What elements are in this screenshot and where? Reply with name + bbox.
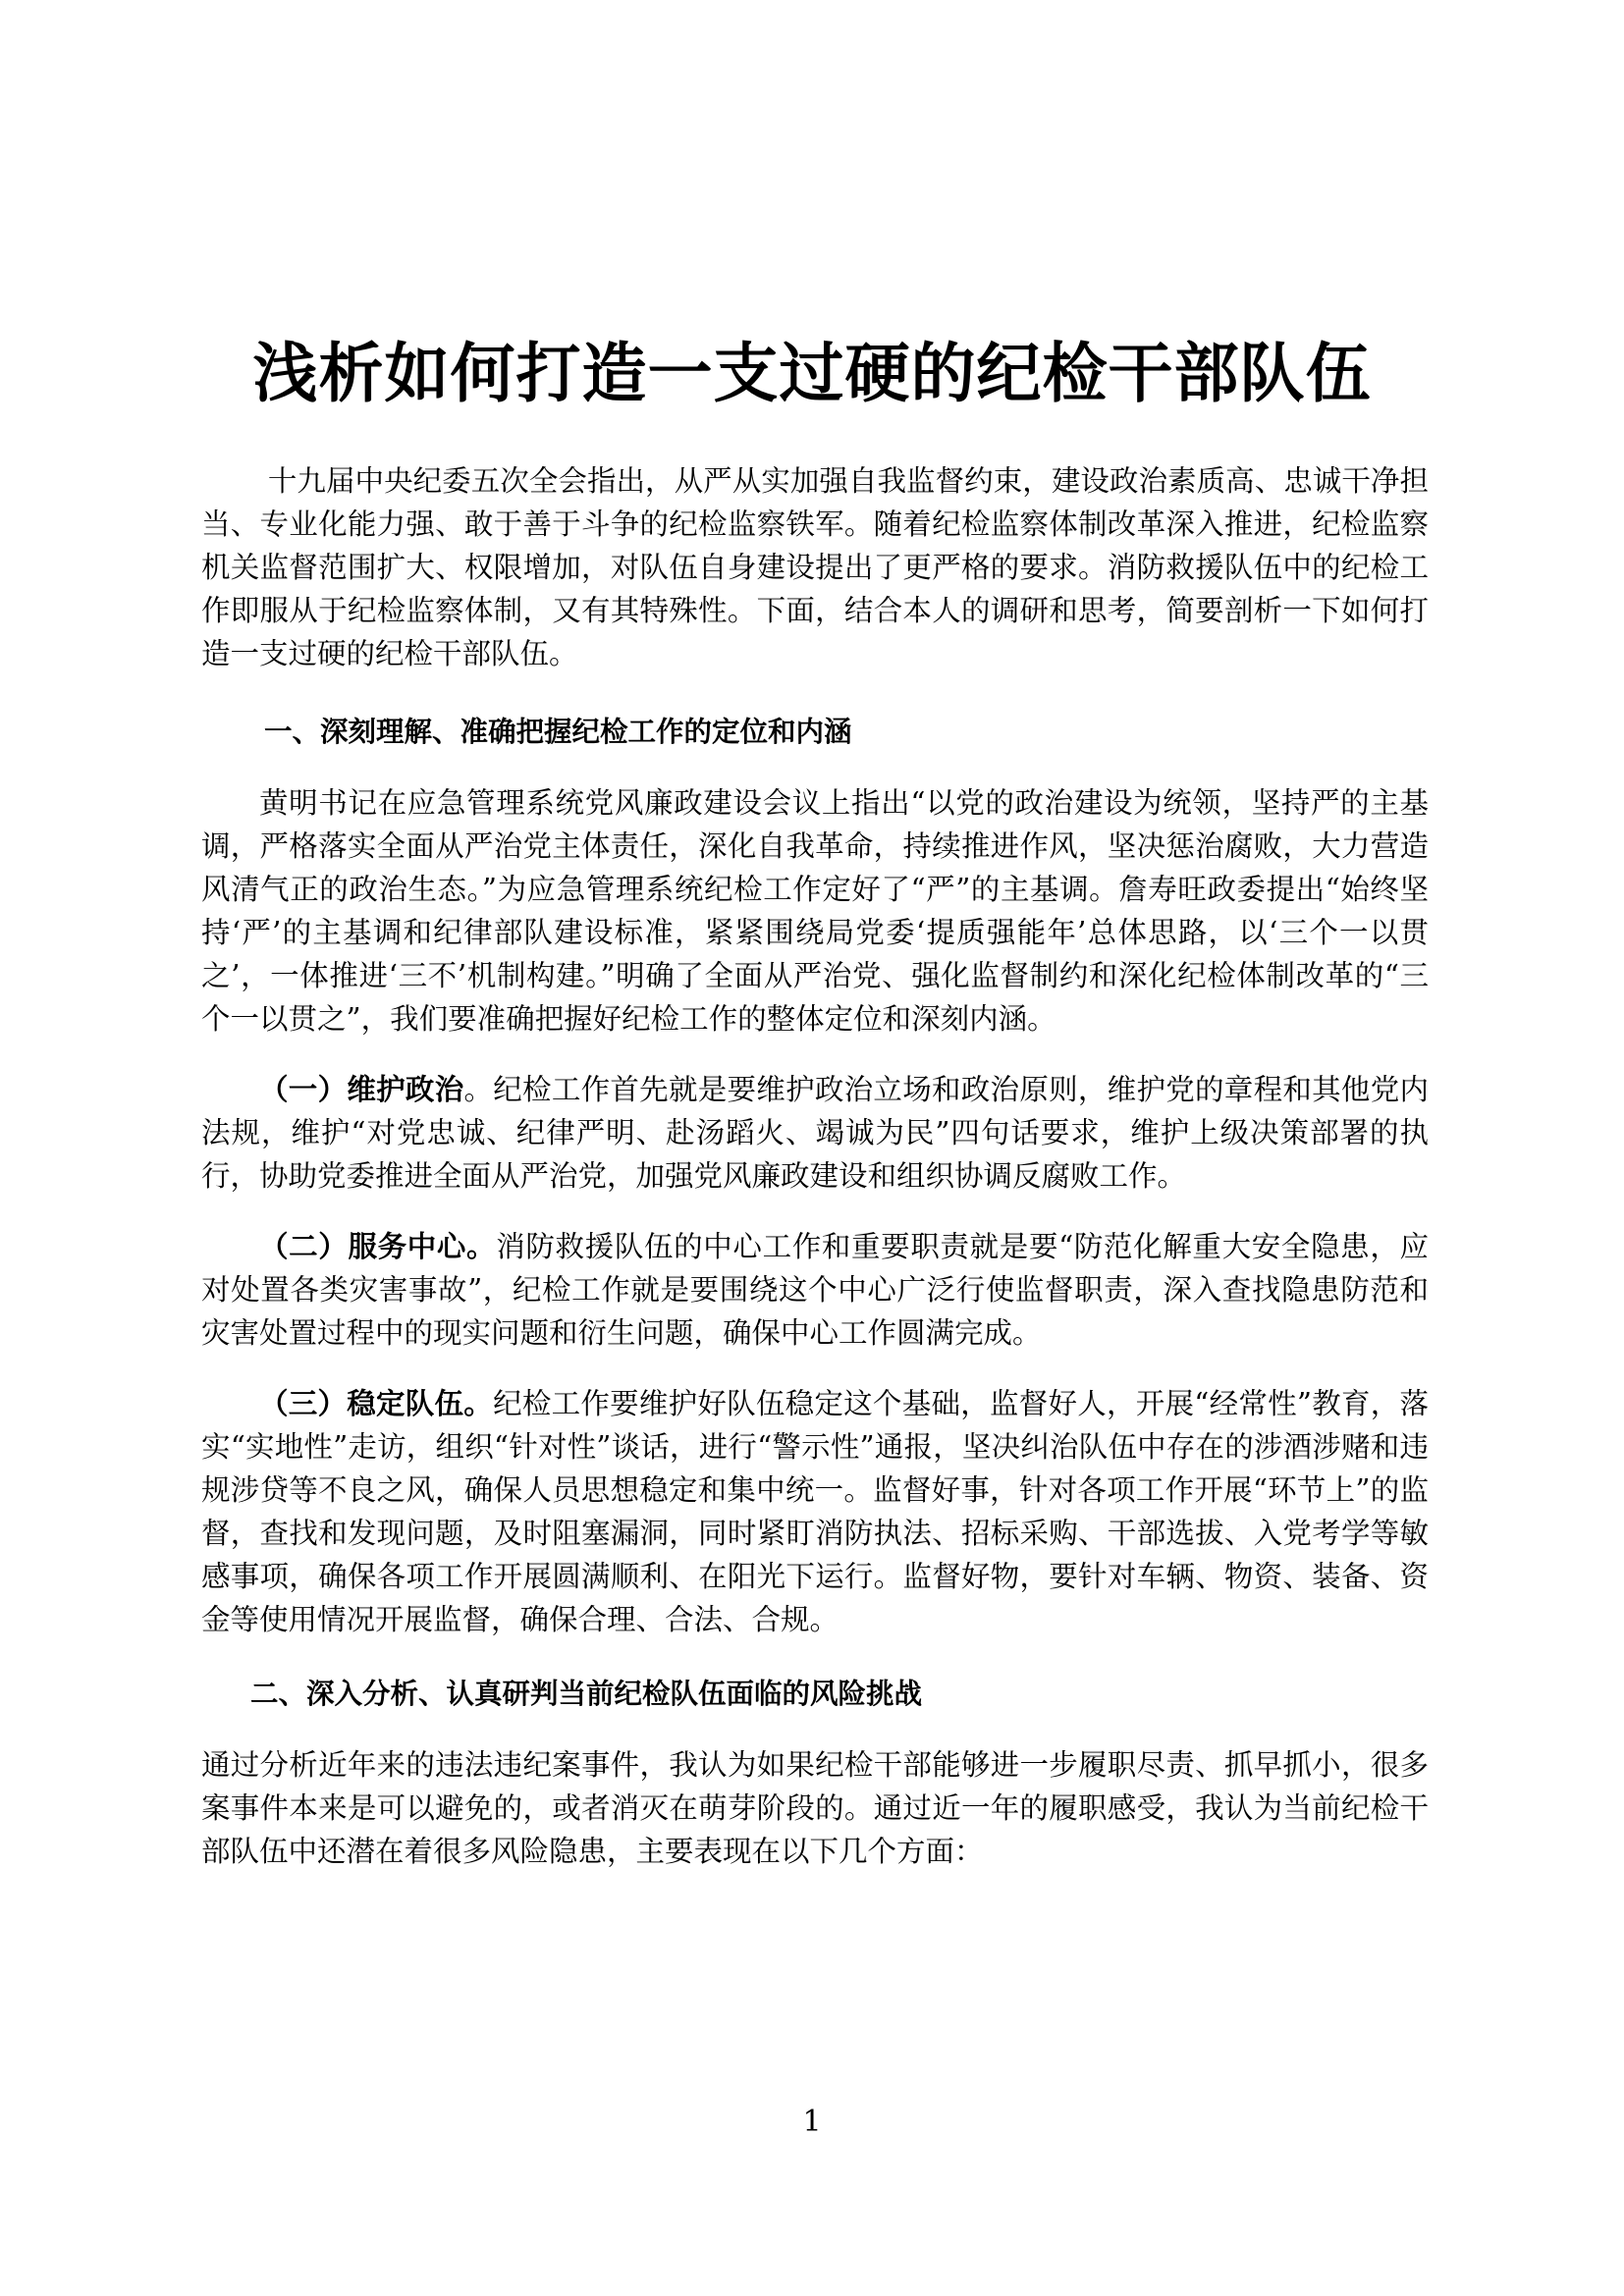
section2-paragraph: 通过分析近年来的违法违纪案事件，我认为如果纪检干部能够进一步履职尽责、抓早抓小，很多案事件本来是可以避免的，或者消灭在萌芽阶段的。通过近一年的履职感受，我认为当前纪检干部队伍中还潜在着很多风险隐患，主要表现在以下几个方面： (201, 1748, 1429, 1868)
page-number: 1 (802, 2105, 822, 2139)
point-paragraph-2 (201, 1225, 1429, 1355)
section-heading-2: 二、深入分析、认真研判当前纪检队伍面临的风险挑战 (250, 1678, 923, 1710)
intro-paragraph: 十九届中央纪委五次全会指出，从严从实加强自我监督约束，建设政治素质高、忠诚干净担当、专业化能力强、敢于善于斗争的纪检监察铁军。随着纪检监察体制改革深入推进，纪检监察机关监督范围扩大、权限增加，对队伍自身建设提出了更严格的要求。消防救援队伍中的纪检工作即服从于纪检监察体制，又有其特殊性。下面，结合本人的调研和思考，简要剖析一下如何打造一支过硬的纪检干部队伍。 (201, 464, 1429, 670)
document-body (201, 459, 1429, 1873)
section1-paragraph: 黄明书记在应急管理系统党风廉政建设会议上指出“以党的政治建设为统领，坚持严的主基调，严格落实全面从严治党主体责任，深化自我革命，持续推进作风，坚决惩治腐败，大力营造风清气正的政治生态。”为应急管理系统纪检工作定好了“严”的主基调。詹寿旺政委提出“始终坚持‘严’的主基调和纪律部队建设标准，紧紧围绕局党委‘提质强能年’总体思路，以‘三个一以贯之’，一体推进‘三不’机制构建。”明确了全面从严治党、强化监督制约和深化纪检体制改革的“三个一以贯之”，我们要准确把握好纪检工作的整体定位和深刻内涵。 (201, 786, 1429, 1036)
point-text-2: 消防救援队伍的中心工作和重要职责就是要“防范化解重大安全隐患，应对处置各类灾害事故”，纪检工作就是要围绕这个中心广泛行使监督职责，深入查找隐患防范和灾害处置过程中的现实问题和衍生问题，确保中心工作圆满完成。 (201, 1230, 1429, 1350)
point-paragraph-1 (201, 1068, 1429, 1198)
point-text-3: 纪检工作要维护好队伍稳定这个基础，监督好人，开展“经常性”教育，落实“实地性”走访，组织“针对性”谈话，进行“警示性”通报，坚决纠治队伍中存在的涉酒涉赌和违规涉贷等不良之风，确保人员思想稳定和集中统一。监督好事，针对各项工作开展“环节上”的监督，查找和发现问题，及时阻塞漏洞，同时紧盯消防执法、招标采购、干部选拔、入党考学等敏感事项，确保各项工作开展圆满顺利、在阳光下运行。监督好物，要针对车辆、物资、装备、资金等使用情况开展监督，确保合理、合法、合规。 (201, 1387, 1429, 1636)
page-title: 浅析如何打造一支过硬的纪检干部队伍 (252, 336, 1372, 412)
point-paragraph-3 (201, 1382, 1429, 1641)
point-lead-2: （二）服务中心。 (259, 1230, 497, 1263)
section-heading-1: 一、深刻理解、准确把握纪检工作的定位和内涵 (264, 716, 852, 748)
point-text-1: 。纪检工作首先就是要维护政治立场和政治原则，维护党的章程和其他党内法规，维护“对党忠诚、纪律严明、赴汤蹈火、竭诚为民”四句话要求，维护上级决策部署的执行，协助党委推进全面从严治党，加强党风廉政建设和组织协调反腐败工作。 (201, 1073, 1429, 1193)
point-lead-1: （一）维护政治 (259, 1073, 464, 1106)
point-lead-3: （三）稳定队伍。 (259, 1387, 494, 1420)
